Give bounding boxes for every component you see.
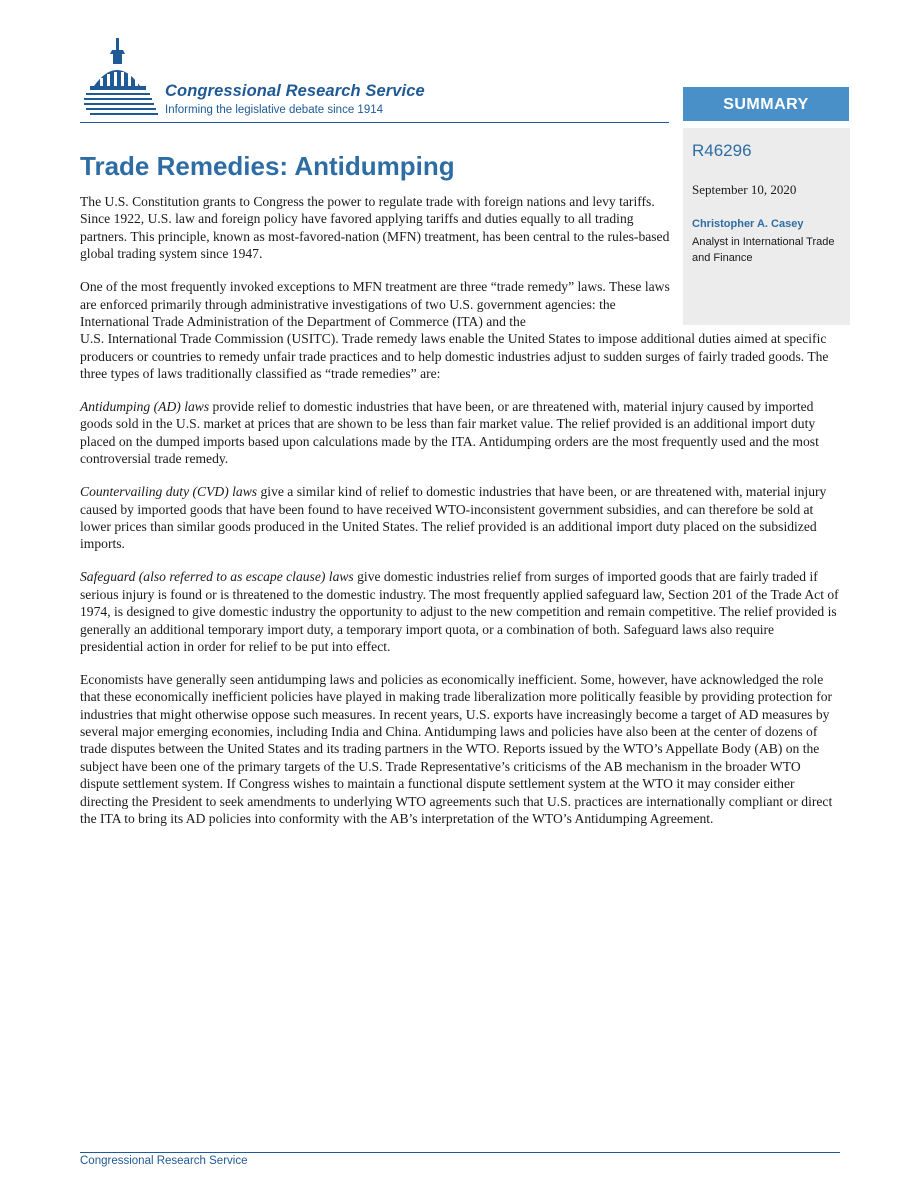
safeguard-text: give domestic industries relief from surges of imported goods that are fairly traded if serious injury is found or is threatened to the domestic industry. The most frequently applied safeguard law, Section 201 of the Trade Act of 1974, is designed to give domestic industry the opportunity to adjust to the new competition and remain competitive. The relief provided is generally an additional temporary import duty, a temporary import quota, or a combination of both. Safeguard laws also require presidential action in order for relief to be put into effect. [80,569,839,654]
antidumping-lead-in: Antidumping (AD) laws [80,399,210,415]
paragraph-intro: The U.S. Constitution grants to Congress the power to regulate trade with foreign nations and levy tariffs. Since 1922, U.S. law and foreign policy have favored applying tariffs and duties equally to all trading partners. This principle, known as most-favored-nation (MFN) treatment, has been central to the rules-based global trading system since 1947. [80,194,670,262]
report-number: R46296 [692,141,752,160]
summary-tab: SUMMARY [683,87,849,121]
paragraph-trade-remedy-part1: One of the most frequently invoked exceptions to MFN treatment are three “trade remedy” laws. These laws are enforced primarily through administrative investigations of two U.S. government agencies: the International Trade Administration of the Department of Commerce (ITA) and the [80,279,670,329]
paragraph-countervailing [80,483,840,553]
paragraph-antidumping [80,398,840,468]
author-title: Analyst in International Trade and Finance [692,236,835,264]
header-divider [80,122,669,123]
summary-body [80,193,840,843]
page-title: Trade Remedies: Antidumping [80,151,455,181]
report-date: September 10, 2020 [692,182,797,197]
page-footer: Congressional Research Service [80,1155,248,1167]
countervailing-text: give a similar kind of relief to domestic industries that have been, or are threatened with, material injury caused by imported goods that have been found to have received WTO-inconsistent government subsidies, and can therefore be sold at lower prices than similar goods produced in the United States. The relief provided is an additional import duty placed on the subsidized imports. [80,484,827,552]
safeguard-lead-in: Safeguard (also referred to as escape clause) laws [80,569,354,585]
antidumping-text: provide relief to domestic industries that have been, or are threatened with, material injury caused by imported goods sold in the U.S. market at prices that are shown to be less than fair market value. The relief provided is an additional import duty placed on the dumped imports based upon calculations made by the ITA. Antidumping orders are the most frequently used and the most controversial trade remedy. [80,399,819,467]
paragraph-safeguard [80,568,840,655]
crs-logo [80,34,480,124]
footer-divider [80,1152,840,1153]
org-name: Congressional Research Service [165,82,425,100]
countervailing-lead-in: Countervailing duty (CVD) laws [80,484,258,500]
paragraph-trade-remedy [80,278,840,382]
org-tagline: Informing the legislative debate since 1914 [165,104,384,116]
paragraph-trade-remedy-part2: U.S. International Trade Commission (USITC). Trade remedy laws enable the United States to impose additional duties aimed at specific producers or countries to remedy unfair trade practices and to help domestic industries adjust to sudden surges of fairly traded goods. The three types of laws traditionally classified as “trade remedies” are: [80,331,829,382]
paragraph-economists: Economists have generally seen antidumping laws and policies as economically inefficient. Some, however, have acknowledged the role that these economically inefficient policies have played in making trade liberalization more politically feasible by providing protection for industries that might otherwise oppose such measures. In recent years, U.S. exports have increasingly become a target of AD measures by several major emerging economies, including India and China. Antidumping laws and policies have also been at the center of dozens of trade disputes between the United States and its trading partners in the WTO. Reports issued by the WTO’s Appellate Body (AB) on the subject have been one of the primary targets of the U.S. Trade Representative’s criticisms of the AB mechanism in the broader WTO dispute settlement system. If Congress wishes to maintain a functional dispute settlement system at the WTO it may consider either directing the President to seek amendments to underlying WTO agreements such that U.S. practices are internationally compliant or direct the ITA to bring its AD policies into conformity with the AB’s interpretation of the WTO’s Antidumping Agreement. [80,671,833,827]
author-name: Christopher A. Casey [692,218,804,230]
capitol-dome-icon [80,34,162,122]
